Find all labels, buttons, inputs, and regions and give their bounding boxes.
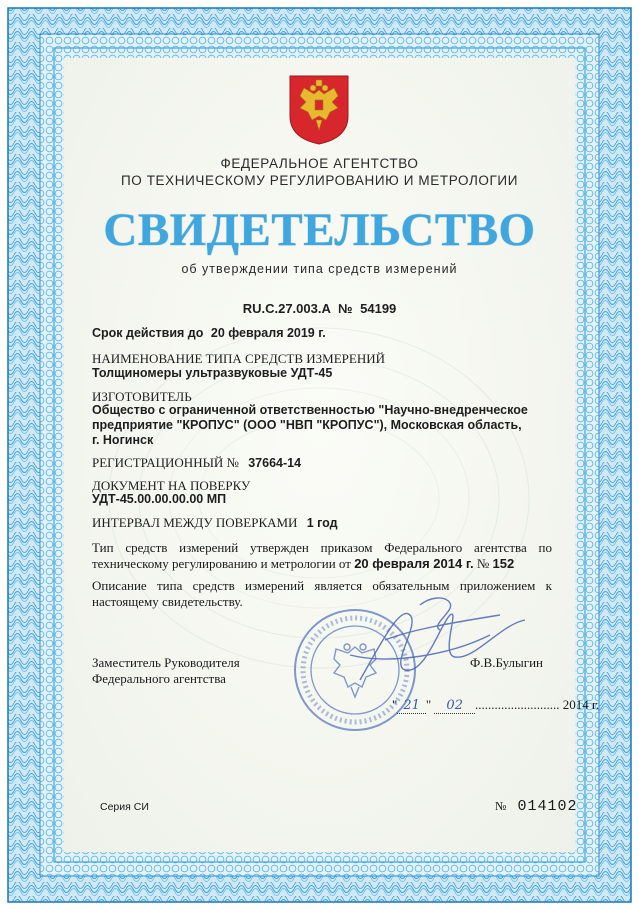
agency-name-line1: ФЕДЕРАЛЬНОЕ АГЕНТСТВО [220, 156, 419, 171]
form-number: 014102 [517, 798, 578, 815]
approval-paragraph [92, 540, 552, 572]
no-sign: № [338, 301, 353, 316]
type-value: Толщиномеры ультразвуковые УДТ-45 [92, 366, 333, 380]
interval-row [92, 515, 338, 531]
signatory-position [92, 655, 240, 687]
position-line1: Заместитель Руководителя [92, 655, 240, 670]
certificate-number [64, 301, 575, 316]
validity-date: 20 февраля 2019 г. [210, 326, 326, 340]
agency-name-line2: ПО ТЕХНИЧЕСКОМУ РЕГУЛИРОВАНИЮ И МЕТРОЛОГИИ [120, 173, 519, 188]
date-dots: .......................... [474, 697, 560, 712]
manufacturer-label: ИЗГОТОВИТЕЛЬ [92, 389, 192, 404]
approval-text: Тип средств измерений утвержден приказом Федерального агентства по техническому регулированию и метрологии от [92, 540, 552, 571]
certificate-title: СВИДЕТЕЛЬСТВО [103, 204, 536, 256]
registration-row [92, 455, 301, 471]
date-month: 02 [434, 698, 475, 714]
date-year: 2014 г. [562, 697, 600, 712]
registration-label: РЕГИСТРАЦИОННЫЙ № [92, 455, 239, 470]
approval-date: 20 февраля 2014 г. [354, 556, 474, 571]
interval-label: ИНТЕРВАЛ МЕЖДУ ПОВЕРКАМИ [92, 515, 298, 530]
series-label: Серия СИ [100, 801, 149, 813]
validity-label: Срок действия до [92, 326, 204, 340]
validity-row [92, 326, 326, 340]
position-line2: Федерального агентства [92, 671, 226, 686]
registration-value: 37664-14 [248, 456, 302, 470]
handwritten-signature-icon [330, 585, 530, 695]
reg-prefix: RU.C.27.003.A [242, 301, 331, 316]
certificate-subtitle: об утверждении типа средств измерений [181, 262, 458, 276]
form-no-sign: № [495, 799, 507, 813]
form-number-row [495, 798, 577, 815]
date-open-quote: " [392, 697, 398, 712]
approval-no-sign: № [476, 556, 490, 571]
verification-doc-label: ДОКУМЕНТ НА ПОВЕРКУ [92, 478, 251, 493]
date-day: 21 [397, 698, 426, 714]
manufacturer-line2: предприятие "КРОПУС" (ООО "НВП "КРОПУС"), Московская область, [92, 418, 522, 432]
signatory-name: Ф.В.Булыгин [470, 655, 543, 670]
manufacturer-line3: г. Ногинск [92, 433, 154, 447]
approval-number: 152 [492, 556, 515, 571]
date-close-quote: " [425, 697, 432, 712]
type-label: НАИМЕНОВАНИЕ ТИПА СРЕДСТВ ИЗМЕРЕНИЙ [92, 351, 385, 366]
manufacturer-line1: Общество с ограниченной ответственностью "Научно-внедренческое [92, 403, 528, 417]
russian-coat-of-arms-icon [286, 72, 352, 146]
reg-number: 54199 [360, 301, 397, 316]
description-paragraph: Описание типа средств измерений является обязательным приложением к настоящему свидетельству. [92, 578, 552, 609]
verification-doc-value: УДТ-45.00.00.00.00 МП [92, 492, 227, 506]
interval-value: 1 год [306, 516, 338, 530]
signature-date [392, 697, 599, 713]
